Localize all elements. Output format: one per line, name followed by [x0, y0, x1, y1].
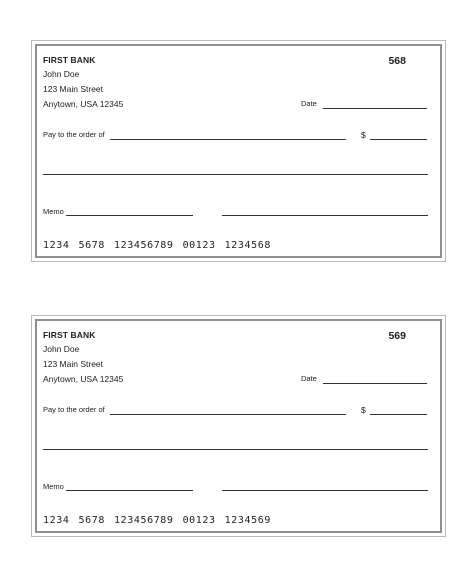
micr-account: 123456789 — [113, 515, 174, 526]
date-field-line[interactable] — [323, 383, 427, 384]
micr-routing-2: 5678 — [78, 240, 105, 251]
micr-routing-2: 5678 — [78, 515, 105, 526]
signature-line[interactable] — [222, 215, 428, 216]
date-label: Date — [301, 99, 317, 108]
street-address: 123 Main Street — [43, 359, 104, 369]
date-label: Date — [301, 374, 317, 383]
street-address: 123 Main Street — [43, 84, 104, 94]
bank-name: FIRST BANK — [43, 55, 96, 65]
micr-sequence: 00123 — [182, 240, 216, 251]
amount-in-words-line[interactable] — [43, 174, 428, 175]
dollar-sign: $ — [361, 130, 366, 140]
payee-field-line[interactable] — [110, 139, 346, 140]
micr-line — [43, 240, 280, 251]
check-2 — [31, 315, 446, 537]
amount-in-words-line[interactable] — [43, 449, 428, 450]
check-number: 569 — [388, 330, 406, 342]
memo-label: Memo — [43, 207, 64, 216]
memo-label: Memo — [43, 482, 64, 491]
pay-to-label: Pay to the order of — [43, 130, 105, 139]
memo-field-line[interactable] — [66, 490, 193, 491]
check-border — [35, 44, 442, 258]
amount-field-line[interactable] — [370, 414, 427, 415]
city-address: Anytown, USA 12345 — [43, 374, 124, 384]
micr-sequence: 00123 — [182, 515, 216, 526]
account-holder: John Doe — [43, 344, 80, 354]
check-border — [35, 319, 442, 533]
micr-account: 123456789 — [113, 240, 174, 251]
micr-check-number: 1234569 — [224, 515, 272, 526]
check-number: 568 — [388, 55, 406, 67]
dollar-sign: $ — [361, 405, 366, 415]
memo-field-line[interactable] — [66, 215, 193, 216]
payee-field-line[interactable] — [110, 414, 346, 415]
bank-name: FIRST BANK — [43, 330, 96, 340]
amount-field-line[interactable] — [370, 139, 427, 140]
account-holder: John Doe — [43, 69, 80, 79]
micr-check-number: 1234568 — [224, 240, 272, 251]
check-1 — [31, 40, 446, 262]
city-address: Anytown, USA 12345 — [43, 99, 124, 109]
micr-routing-1: 1234 — [43, 240, 70, 251]
date-field-line[interactable] — [323, 108, 427, 109]
signature-line[interactable] — [222, 490, 428, 491]
pay-to-label: Pay to the order of — [43, 405, 105, 414]
micr-line — [43, 515, 280, 526]
micr-routing-1: 1234 — [43, 515, 70, 526]
